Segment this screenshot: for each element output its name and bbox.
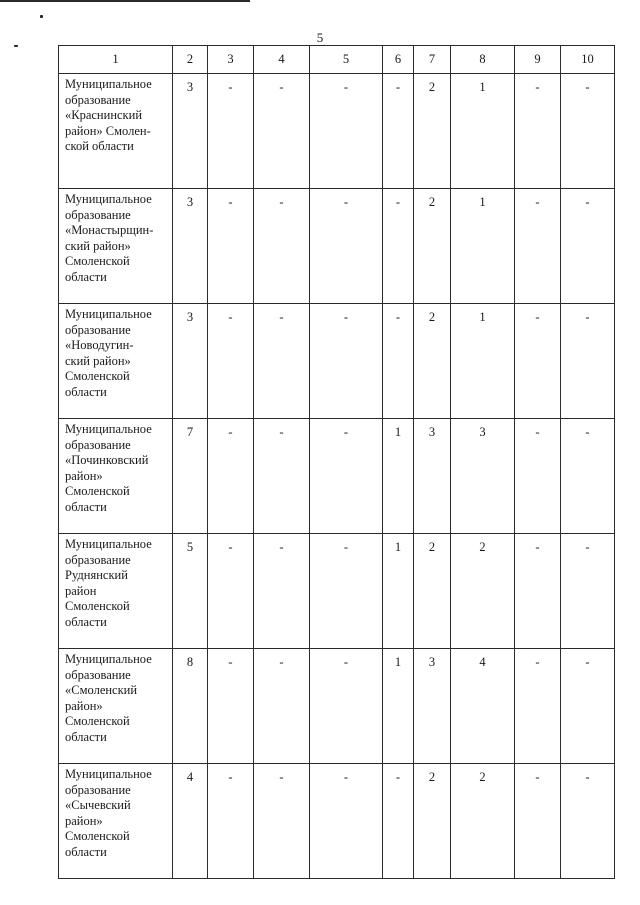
value-cell: 2 xyxy=(414,74,451,189)
municipality-name: Муниципальное образование «Монастырщин- ский район» Смоленской области xyxy=(65,192,154,284)
value-cell: - xyxy=(561,534,615,649)
table-row xyxy=(59,534,615,649)
value-cell: - xyxy=(208,189,254,304)
value-cell: 4 xyxy=(451,649,515,764)
value-cell: 2 xyxy=(451,534,515,649)
data-table xyxy=(58,45,615,879)
column-header: 1 xyxy=(59,46,173,74)
value-cell: 1 xyxy=(383,419,414,534)
value-cell: - xyxy=(310,534,383,649)
municipality-name-cell xyxy=(59,189,173,304)
value-cell: 1 xyxy=(451,74,515,189)
value-cell: - xyxy=(515,534,561,649)
value-cell: - xyxy=(254,74,310,189)
value-cell: 8 xyxy=(173,649,208,764)
table-row xyxy=(59,419,615,534)
value-cell: 2 xyxy=(414,189,451,304)
value-cell: - xyxy=(208,764,254,879)
value-cell: - xyxy=(515,419,561,534)
value-cell: - xyxy=(208,74,254,189)
value-cell: 3 xyxy=(173,189,208,304)
value-cell: 2 xyxy=(414,304,451,419)
table-row xyxy=(59,764,615,879)
value-cell: - xyxy=(208,304,254,419)
column-header: 8 xyxy=(451,46,515,74)
value-cell: 1 xyxy=(451,304,515,419)
value-cell: - xyxy=(515,764,561,879)
value-cell: - xyxy=(310,649,383,764)
value-cell: - xyxy=(561,304,615,419)
column-header: 4 xyxy=(254,46,310,74)
value-cell: 3 xyxy=(414,649,451,764)
value-cell: - xyxy=(515,74,561,189)
value-cell: - xyxy=(254,419,310,534)
municipality-name-cell xyxy=(59,419,173,534)
value-cell: 2 xyxy=(414,534,451,649)
value-cell: - xyxy=(515,649,561,764)
value-cell: - xyxy=(254,304,310,419)
municipality-name-cell xyxy=(59,764,173,879)
value-cell: - xyxy=(310,419,383,534)
value-cell: 3 xyxy=(414,419,451,534)
column-header: 7 xyxy=(414,46,451,74)
header-row xyxy=(59,46,615,74)
value-cell: - xyxy=(561,419,615,534)
table-row xyxy=(59,189,615,304)
value-cell: - xyxy=(310,764,383,879)
value-cell: 2 xyxy=(451,764,515,879)
value-cell: 7 xyxy=(173,419,208,534)
value-cell: - xyxy=(208,419,254,534)
scan-speck xyxy=(40,15,43,18)
value-cell: - xyxy=(561,764,615,879)
page-number: 5 xyxy=(316,30,324,45)
value-cell: - xyxy=(383,189,414,304)
municipality-name-cell xyxy=(59,304,173,419)
value-cell: - xyxy=(561,189,615,304)
municipality-name-cell xyxy=(59,534,173,649)
municipality-name-cell xyxy=(59,649,173,764)
value-cell: - xyxy=(515,304,561,419)
value-cell: 1 xyxy=(383,649,414,764)
column-header: 6 xyxy=(383,46,414,74)
value-cell: - xyxy=(254,649,310,764)
value-cell: - xyxy=(383,764,414,879)
table-body xyxy=(59,46,615,879)
municipality-name: Муниципальное образование «Новодугин- ский район» Смоленской области xyxy=(65,307,152,399)
value-cell: 3 xyxy=(173,304,208,419)
column-header: 3 xyxy=(208,46,254,74)
value-cell: - xyxy=(254,189,310,304)
value-cell: - xyxy=(561,649,615,764)
value-cell: - xyxy=(208,534,254,649)
municipality-name-cell xyxy=(59,74,173,189)
value-cell: 4 xyxy=(173,764,208,879)
value-cell: 1 xyxy=(383,534,414,649)
value-cell: - xyxy=(515,189,561,304)
table-row xyxy=(59,74,615,189)
value-cell: 5 xyxy=(173,534,208,649)
column-header: 2 xyxy=(173,46,208,74)
value-cell: 1 xyxy=(451,189,515,304)
municipality-name: Муниципальное образование «Смоленский район» Смоленской области xyxy=(65,652,152,744)
municipality-name: Муниципальное образование «Сычевский район» Смоленской области xyxy=(65,767,152,859)
value-cell: - xyxy=(310,304,383,419)
value-cell: - xyxy=(254,534,310,649)
value-cell: 3 xyxy=(451,419,515,534)
value-cell: - xyxy=(254,764,310,879)
column-header: 9 xyxy=(515,46,561,74)
value-cell: - xyxy=(561,74,615,189)
value-cell: 3 xyxy=(173,74,208,189)
value-cell: - xyxy=(310,189,383,304)
value-cell: 2 xyxy=(414,764,451,879)
municipality-name: Муниципальное образование Руднянский район Смоленской области xyxy=(65,537,152,629)
table-row xyxy=(59,304,615,419)
scan-edge-line xyxy=(0,0,250,2)
value-cell: - xyxy=(208,649,254,764)
municipality-name: Муниципальное образование «Починковский район» Смоленской области xyxy=(65,422,152,514)
value-cell: - xyxy=(383,74,414,189)
value-cell: - xyxy=(383,304,414,419)
municipality-name: Муниципальное образование «Краснинский район» Смолен- ской области xyxy=(65,77,152,153)
table-row xyxy=(59,649,615,764)
value-cell: - xyxy=(310,74,383,189)
column-header: 5 xyxy=(310,46,383,74)
column-header: 10 xyxy=(561,46,615,74)
